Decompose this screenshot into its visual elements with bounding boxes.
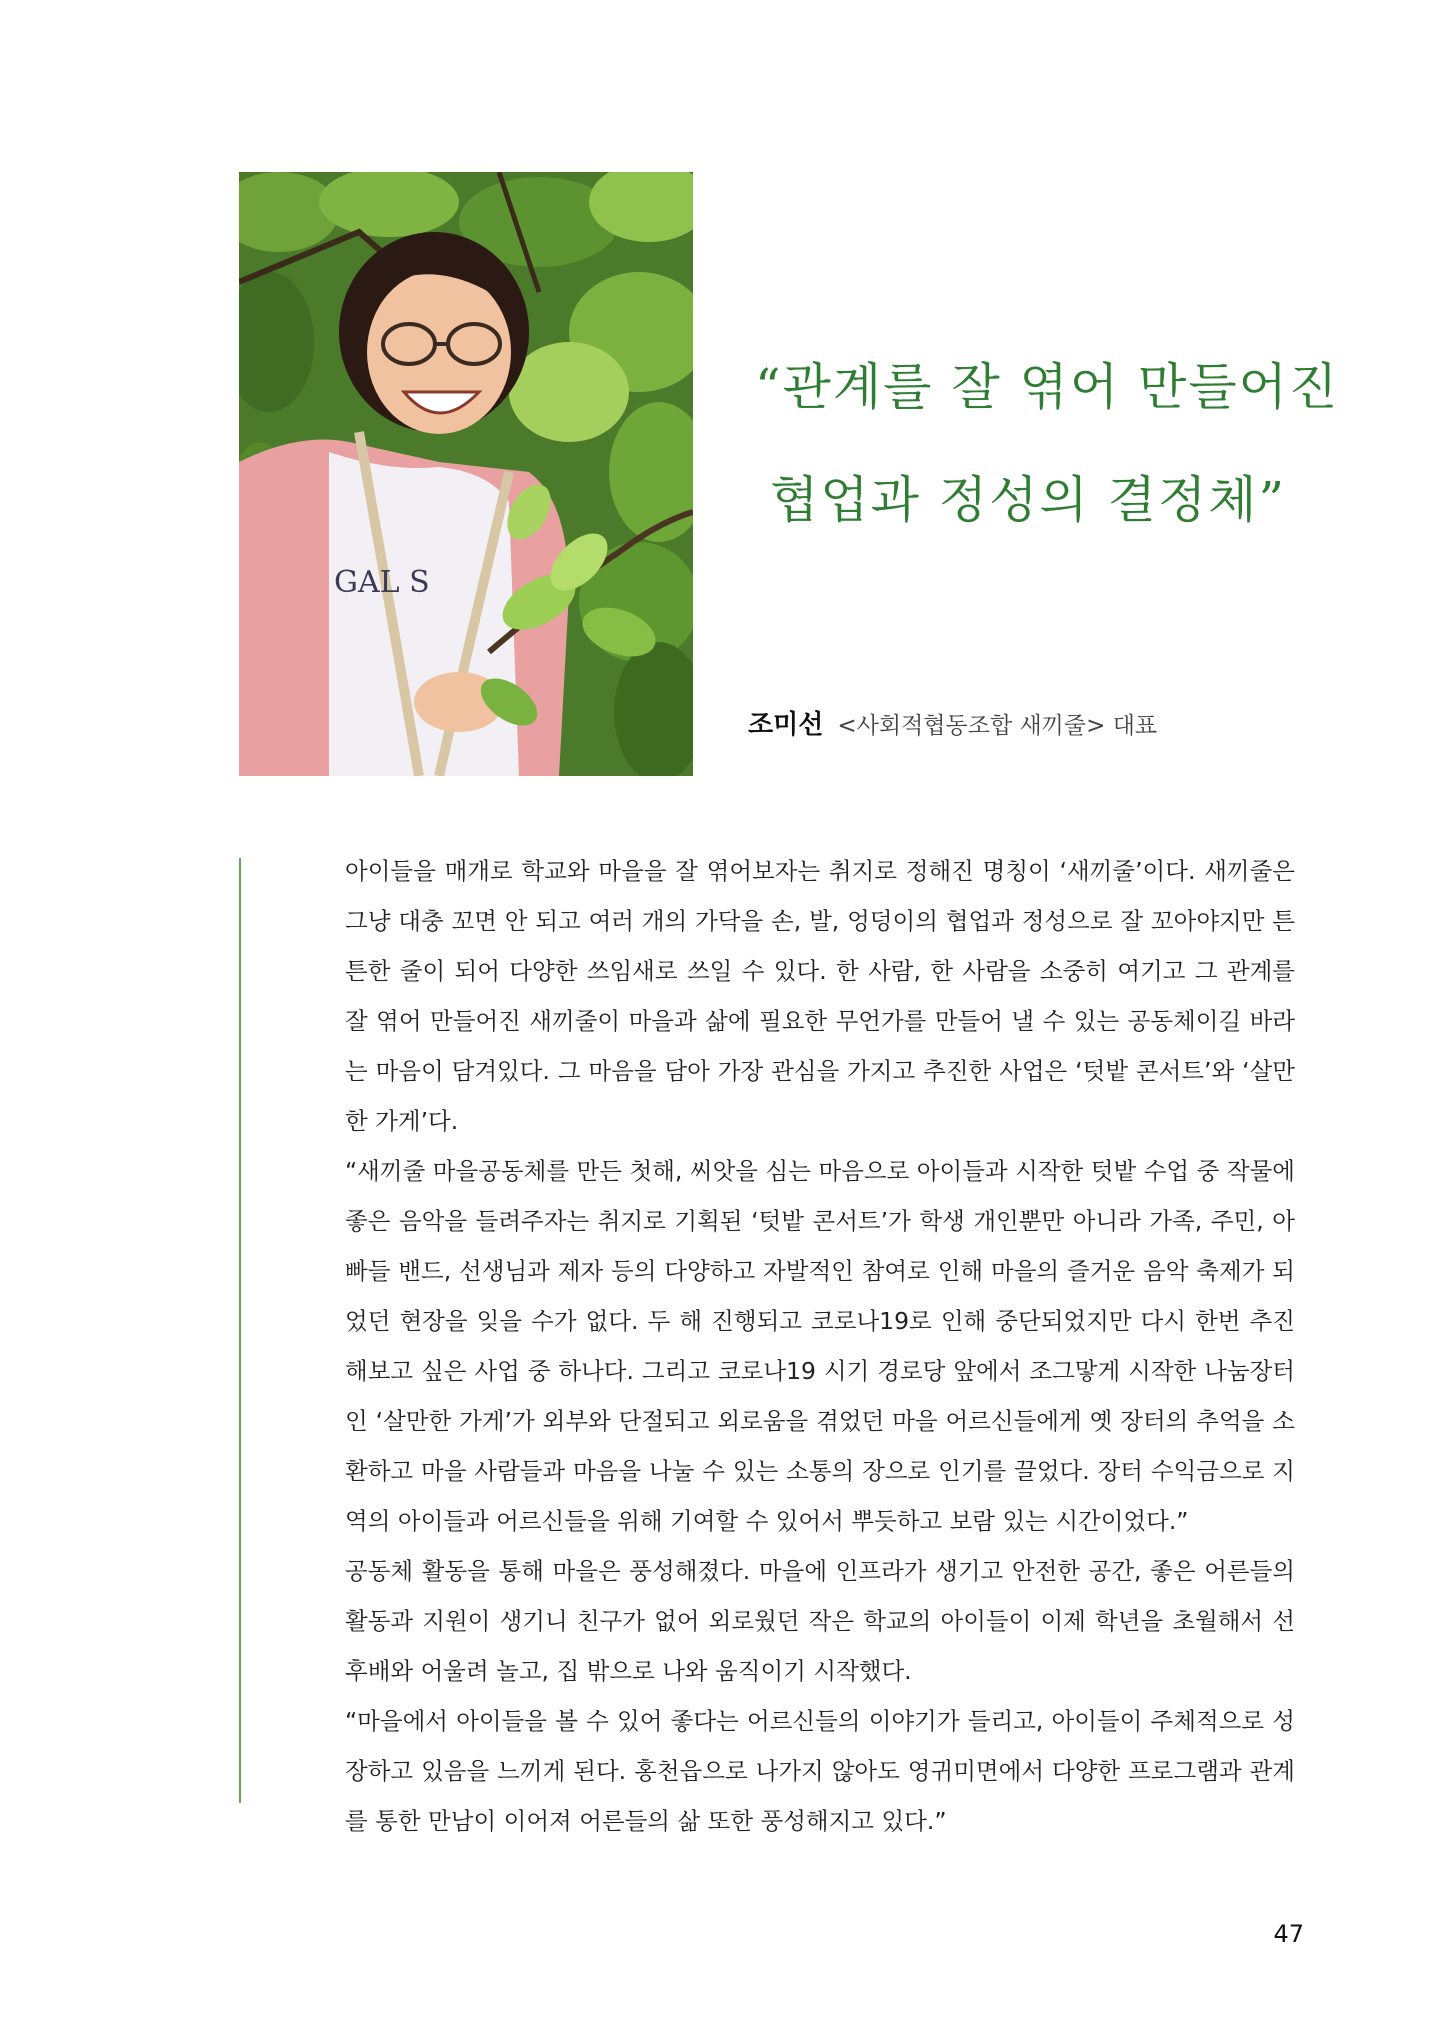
body-paragraph-4: “마을에서 아이들을 볼 수 있어 좋다는 어르신들의 이야기가 들리고, 아이들이 주체적으로 성장하고 있음을 느끼게 된다. 홍천읍으로 나가지 않아도 영귀미면에서 다양한 프로그램과 관계를 통한 만남이 이어져 어른들의 삶 또한 풍성해지고 있다.” [345,1707,1295,1835]
body-paragraph-3: 공동체 활동을 통해 마을은 풍성해졌다. 마을에 인프라가 생기고 안전한 공간, 좋은 어른들의 활동과 지원이 생기니 친구가 없어 외로웠던 작은 학교의 아이들이 이제 학년을 초월해서 선후배와 어울려 놀고, 집 밖으로 나와 움직이기 시작했다. [345,1557,1295,1685]
page-number: 47 [1273,1920,1304,1948]
body-paragraph-2: “새끼줄 마을공동체를 만든 첫해, 씨앗을 심는 마음으로 아이들과 시작한 텃밭 수업 중 작물에 좋은 음악을 들려주자는 취지로 기획된 ‘텃밭 콘서트’가 학생 개인뿐만 아니라 가족, 주민, 아빠들 밴드, 선생님과 제자 등의 다양하고 자발적인 참여로 인해 마을의 즐거운 음악 축제가 되었던 현장을 잊을 수가 없다. 두 해 진행되고 코로나19로 인해 중단되었지만 다시 한번 추진해보고 싶은 사업 중 하나다. 그리고 코로나19 시기 경로당 앞에서 조그맣게 시작한 나눔장터인 ‘살만한 가게’가 외부와 단절되고 외로움을 겪었던 마을 어르신들에게 옛 장터의 추억을 소환하고 마을 사람들과 마음을 나눌 수 있는 소통의 장으로 인기를 끌었다. 장터 수익금으로 지역의 아이들과 어르신들을 위해 기여할 수 있어서 뿌듯하고 보람 있는 시간이었다.” [345,1157,1295,1535]
author-credit [748,709,1157,742]
article-body [345,846,1295,1846]
shirt-text: GAL S [334,565,430,600]
portrait-photo [239,172,693,776]
pull-quote [748,358,1368,529]
portrait-illustration [239,172,693,776]
pull-quote-line-2: 협업과 정성의 결정체” [770,471,1287,529]
vertical-rule [239,858,241,1803]
body-paragraph-1: 아이들을 매개로 학교와 마을을 잘 엮어보자는 취지로 정해진 명칭이 ‘새끼줄’이다. 새끼줄은 그냥 대충 꼬면 안 되고 여러 개의 가닥을 손, 발, 엉덩이의 협업과 정성으로 잘 꼬아야지만 튼튼한 줄이 되어 다양한 쓰임새로 쓰일 수 있다. 한 사람, 한 사람을 소중히 여기고 그 관계를 잘 엮어 만들어진 새끼줄이 마을과 삶에 필요한 무언가를 만들어 낼 수 있는 공동체이길 바라는 마음이 담겨있다. 그 마음을 담아 가장 관심을 가지고 추진한 사업은 ‘텃밭 콘서트’와 ‘살만한 가게’다. [345,857,1295,1135]
author-name: 조미선 [748,710,824,740]
pull-quote-line-1: “관계를 잘 엮어 만들어진 [755,358,1340,416]
author-organization: <사회적협동조합 새끼줄> 대표 [837,713,1158,739]
